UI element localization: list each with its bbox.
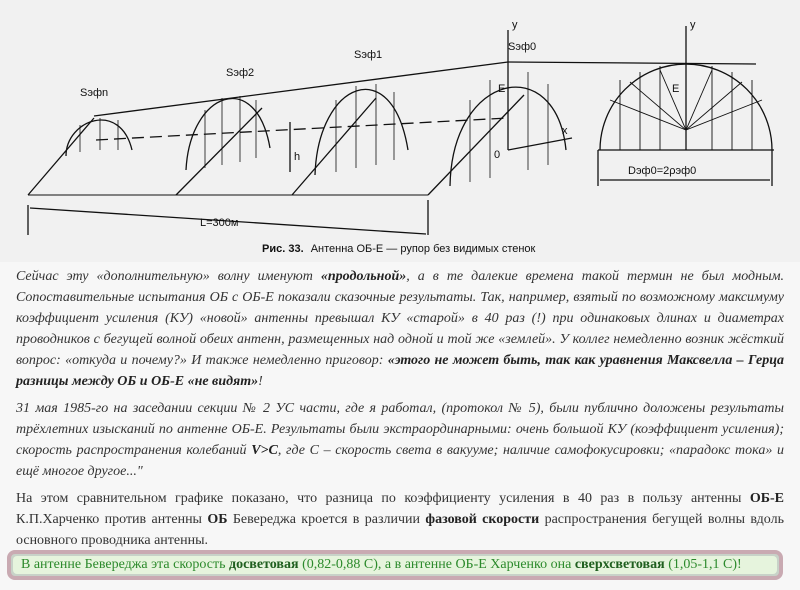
p1-bold-2: «этого не может быть, так как уравнения Максвелла – Герца разницы между ОБ и ОБ-Е «не видят» <box>16 353 784 389</box>
label-diameter: Dэф0=2ρэф0 <box>628 165 697 177</box>
p3-text-4: распространения бегущей волны вдоль основного проводника антенны. <box>16 512 784 548</box>
p1-text-1: Сейчас эту «дополнительную» волну именуют <box>16 269 321 284</box>
note-text-3: (1,05-1,1 С)! <box>664 557 742 572</box>
p3-bold-2: ОБ <box>207 512 228 527</box>
label-y-right: y <box>690 19 696 31</box>
p2-text-1: 31 мая 1985-го на заседании секции № 2 УС части, где я работал, (протокол № 5), были публично доложены результаты трёхлетних изысканий по антенне ОБ-Е. Результаты были экстраординарными: очень большой КУ (коэффициент усиления); скорость распространения колебаний <box>16 401 784 458</box>
p3-bold-3: фазовой скорости <box>425 512 540 527</box>
label-s-n: Sэфn <box>80 87 109 99</box>
p3-text-1: На этом сравнительном графике показано, что разница по коэффициенту усиления в 40 раз в пользу антенны <box>16 491 750 506</box>
p1-bold-1: «продольной» <box>320 269 407 284</box>
p2-text-2: , где С – скорость света в вакууме; наличие самофокусировки; «парадокс тока» и ещё многое другое..." <box>16 443 784 479</box>
p1-text-3: ! <box>258 374 263 389</box>
label-h: h <box>294 151 301 163</box>
p3-text-3: Бевереджа кроется в различии <box>227 512 426 527</box>
figure-caption <box>262 243 536 255</box>
label-y-left: y <box>512 19 518 31</box>
highlight-note <box>7 550 783 580</box>
label-s-1: Sэф1 <box>354 49 383 61</box>
antenna-diagram <box>0 0 800 262</box>
label-x: x <box>562 125 568 137</box>
label-length: L=300м <box>200 217 239 229</box>
antenna-figure <box>0 0 800 262</box>
paragraph-comparison <box>16 488 784 551</box>
highlight-note-text <box>13 556 777 574</box>
p3-bold-1: ОБ-Е <box>749 491 784 506</box>
paragraph-longitudinal-wave <box>16 266 784 392</box>
label-e-right: E <box>672 83 680 95</box>
paragraph-meeting-1985 <box>16 398 784 482</box>
note-text-1: В антенне Бевереджа эта скорость <box>21 557 229 572</box>
note-bold-1: досветовая <box>229 557 299 572</box>
p3-text-2: К.П.Харченко против антенны <box>16 512 208 527</box>
label-s-2: Sэф2 <box>226 67 255 79</box>
figure-caption-text: Антенна ОБ-Е — рупор без видимых стенок <box>310 243 536 255</box>
p2-bold-1: V>C <box>251 443 278 458</box>
note-text-2: (0,82-0,88 С), а в антенне ОБ-Е Харченко она <box>298 557 575 572</box>
note-bold-2: сверхсветовая <box>574 557 665 572</box>
label-s-0: Sэф0 <box>508 41 537 53</box>
label-e-left: E <box>498 83 506 95</box>
label-zero: 0 <box>494 149 501 161</box>
p1-text-2: , а в те далекие времена такой термин не был модным. Сопоставительные испытания ОБ с ОБ-Е показали сказочные результаты. Так, например, взятый по возможному максимуму коэффициент усиления (КУ) «новой» антенны превышал КУ «старой» в 40 раз (!) при одинаковых длинах и диаметрах проводников с бегущей волной обеих антенн, размещенных над одной и той же «землей». У коллег немедленно возник жёсткий вопрос: «откуда и почему?» И также немедленно приговор: <box>16 269 784 368</box>
figure-caption-number: Рис. 33. <box>262 243 304 255</box>
